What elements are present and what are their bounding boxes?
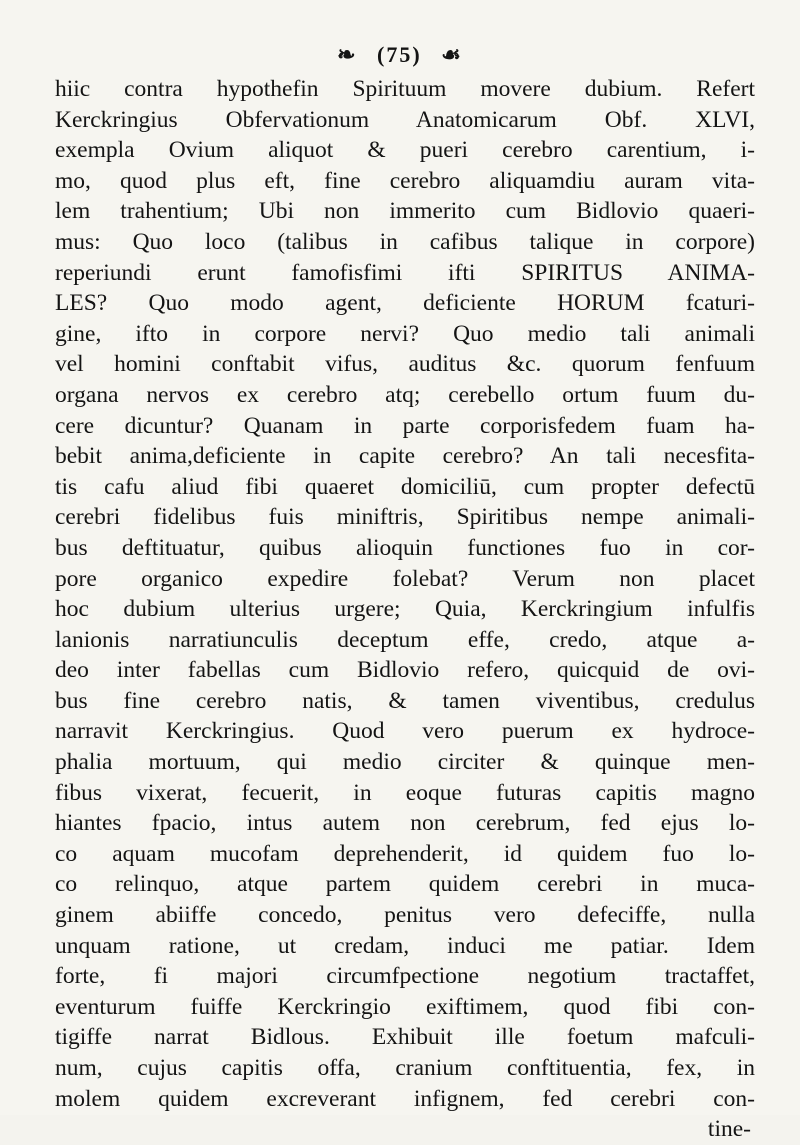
text-line: Kerckringius Obfervationum Anatomicarum Obf. XLVI, (55, 106, 755, 133)
text-line: co relinquo, atque partem quidem cerebri in muca- (55, 871, 755, 898)
text-line: hiantes fpacio, intus autem non cerebrum, fed ejus lo- (55, 810, 755, 837)
ornament-left-icon: ❧ (337, 42, 358, 67)
text-line: reperiundi erunt famofisfimi ifti SPIRITUS ANIMA- (55, 259, 755, 286)
text-line: narravit Kerckringius. Quod vero puerum ex hydroce- (55, 718, 755, 745)
text-line: mus: Quo loco (talibus in cafibus talique in corpore) (55, 228, 755, 255)
text-line: bus fine cerebro natis, & tamen viventibus, credulus (55, 687, 755, 714)
text-line: fibus vixerat, fecuerit, in eoque futuras capitis magno (55, 779, 755, 806)
text-line: lanionis narratiunculis deceptum effe, credo, atque a- (55, 626, 755, 653)
text-line: cere dicuntur? Quanam in parte corporisfedem fuam ha- (55, 412, 755, 439)
text-line: molem quidem excreverant infignem, fed cerebri con- (55, 1085, 755, 1112)
text-line: gine, ifto in corpore nervi? Quo medio tali animali (55, 320, 755, 347)
text-line: ginem abiiffe concedo, penitus vero defeciffe, nulla (55, 902, 755, 929)
text-line: eventurum fuiffe Kerckringio exiftimem, quod fibi con- (55, 993, 755, 1020)
catchword: tine- (707, 1116, 751, 1143)
ornament-right-icon: ☙ (441, 42, 463, 67)
text-line: forte, fi majori circumfpectione negotium tractaffet, (55, 963, 755, 990)
text-line: cerebri fidelibus fuis miniftris, Spiritibus nempe animali- (55, 504, 755, 531)
text-line: vel homini conftabit vifus, auditus &c. quorum fenfuum (55, 351, 755, 378)
text-line: bus deftituatur, quibus alioquin functiones fuo in cor- (55, 534, 755, 561)
text-line: pore organico expedire folebat? Verum non placet (55, 565, 755, 592)
text-line: num, cujus capitis offa, cranium conftituentia, fex, in (55, 1055, 755, 1081)
text-line: tis cafu aliud fibi quaeret domiciliū, cum propter defectū (55, 473, 755, 500)
text-line: phalia mortuum, qui medio circiter & quinque men- (55, 749, 755, 776)
text-line: deo inter fabellas cum Bidlovio refero, quicquid de ovi- (55, 657, 755, 684)
text-line: LES? Quo modo agent, deficiente HORUM fcaturi- (55, 290, 755, 317)
text-line: mo, quod plus eft, fine cerebro aliquamdiu auram vita- (55, 167, 755, 194)
text-line: organa nervos ex cerebro atq; cerebello ortum fuum du- (55, 381, 755, 408)
text-line: bebit anima,deficiente in capite cerebro? An tali necesfita- (55, 443, 755, 470)
page-header (0, 42, 800, 68)
text-line: lem trahentium; Ubi non immerito cum Bidlovio quaeri- (55, 198, 755, 225)
text-line: co aquam mucofam deprehenderit, id quidem fuo lo- (55, 840, 755, 867)
text-line: tigiffe narrat Bidlous. Exhibuit ille foetum mafculi- (55, 1024, 755, 1051)
text-line: exempla Ovium aliquot & pueri cerebro carentium, i- (55, 137, 755, 164)
text-line: unquam ratione, ut credam, induci me patiar. Idem (55, 932, 755, 959)
body-text (55, 74, 755, 1145)
page-number: (75) (377, 42, 422, 67)
text-line: hiic contra hypothefin Spirituum movere dubium. Refert (55, 76, 755, 102)
text-line: hoc dubium ulterius urgere; Quia, Kerckringium infulfis (55, 596, 755, 623)
